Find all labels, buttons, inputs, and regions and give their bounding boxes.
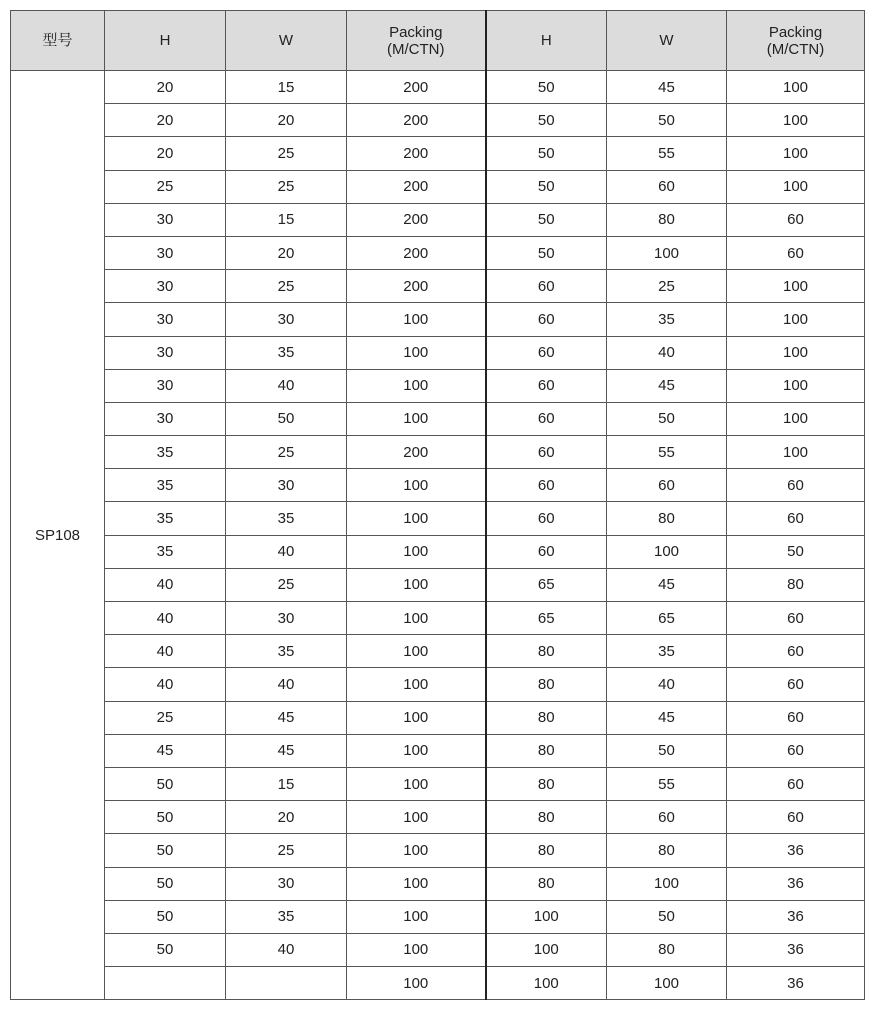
cell-packing-right: 60	[727, 602, 865, 635]
cell-w-left: 40	[226, 668, 347, 701]
cell-h-right: 100	[486, 900, 607, 933]
cell-h-left: 50	[105, 867, 226, 900]
cell-h-left: 20	[105, 71, 226, 104]
cell-packing-left: 100	[347, 635, 486, 668]
cell-h-left: 35	[105, 502, 226, 535]
cell-w-left: 25	[226, 270, 347, 303]
cell-h-left: 50	[105, 767, 226, 800]
header-row	[11, 11, 865, 71]
cell-packing-left: 100	[347, 668, 486, 701]
cell-w-left: 30	[226, 469, 347, 502]
cell-w-left: 25	[226, 834, 347, 867]
cell-h-left: 25	[105, 170, 226, 203]
cell-w-left	[226, 967, 347, 1000]
cell-packing-left: 100	[347, 469, 486, 502]
cell-h-right: 65	[486, 602, 607, 635]
table-row	[11, 967, 865, 1000]
table-row	[11, 270, 865, 303]
cell-h-left: 50	[105, 900, 226, 933]
cell-packing-left: 200	[347, 270, 486, 303]
cell-packing-left: 100	[347, 535, 486, 568]
header-h-right: H	[486, 11, 607, 71]
cell-h-left: 30	[105, 402, 226, 435]
cell-w-right: 80	[607, 203, 727, 236]
cell-packing-left: 100	[347, 303, 486, 336]
cell-h-right: 80	[486, 767, 607, 800]
cell-w-left: 20	[226, 104, 347, 137]
cell-w-right: 40	[607, 336, 727, 369]
cell-h-left: 50	[105, 933, 226, 966]
cell-packing-left: 100	[347, 967, 486, 1000]
cell-w-right: 25	[607, 270, 727, 303]
cell-w-left: 35	[226, 635, 347, 668]
cell-packing-right: 36	[727, 933, 865, 966]
cell-h-right: 80	[486, 668, 607, 701]
cell-packing-left: 100	[347, 801, 486, 834]
cell-packing-left: 100	[347, 402, 486, 435]
header-packing-left	[347, 11, 486, 71]
cell-w-left: 35	[226, 502, 347, 535]
model-cell: SP108	[11, 71, 105, 1000]
table-row	[11, 801, 865, 834]
cell-h-right: 50	[486, 104, 607, 137]
header-packing-left-line1: Packing	[389, 23, 443, 41]
cell-packing-left: 100	[347, 336, 486, 369]
cell-packing-right: 60	[727, 502, 865, 535]
cell-h-left: 30	[105, 303, 226, 336]
cell-w-left: 25	[226, 170, 347, 203]
cell-w-left: 15	[226, 767, 347, 800]
cell-packing-right: 60	[727, 469, 865, 502]
table-row	[11, 203, 865, 236]
cell-packing-right: 60	[727, 635, 865, 668]
cell-w-right: 50	[607, 900, 727, 933]
cell-h-right: 50	[486, 170, 607, 203]
cell-packing-right: 60	[727, 734, 865, 767]
table-row	[11, 635, 865, 668]
spec-table	[10, 10, 865, 1000]
cell-w-right: 35	[607, 303, 727, 336]
header-packing-right-line1: Packing	[768, 23, 823, 41]
cell-packing-right: 60	[727, 668, 865, 701]
cell-w-right: 80	[607, 834, 727, 867]
cell-packing-right: 100	[727, 369, 865, 402]
cell-w-right: 60	[607, 469, 727, 502]
cell-w-left: 40	[226, 535, 347, 568]
table-row	[11, 71, 865, 104]
cell-h-right: 60	[486, 270, 607, 303]
cell-packing-right: 100	[727, 336, 865, 369]
cell-w-right: 55	[607, 767, 727, 800]
cell-packing-left: 100	[347, 900, 486, 933]
table-row	[11, 170, 865, 203]
table-row	[11, 369, 865, 402]
cell-w-right: 40	[607, 668, 727, 701]
cell-w-right: 55	[607, 137, 727, 170]
cell-w-right: 45	[607, 71, 727, 104]
cell-packing-right: 100	[727, 303, 865, 336]
cell-h-right: 80	[486, 635, 607, 668]
cell-w-left: 50	[226, 402, 347, 435]
cell-packing-right: 100	[727, 436, 865, 469]
cell-packing-right: 60	[727, 801, 865, 834]
cell-packing-right: 100	[727, 170, 865, 203]
cell-w-right: 100	[607, 535, 727, 568]
cell-w-left: 15	[226, 71, 347, 104]
cell-w-right: 60	[607, 170, 727, 203]
header-w-right: W	[607, 11, 727, 71]
cell-packing-right: 36	[727, 900, 865, 933]
cell-packing-right: 36	[727, 867, 865, 900]
header-packing-left-line2: (M/CTN)	[387, 40, 445, 58]
cell-h-right: 80	[486, 834, 607, 867]
cell-packing-left: 200	[347, 436, 486, 469]
cell-w-left: 15	[226, 203, 347, 236]
cell-packing-left: 100	[347, 933, 486, 966]
table-row	[11, 900, 865, 933]
table-row	[11, 236, 865, 269]
cell-w-left: 40	[226, 369, 347, 402]
table-row	[11, 602, 865, 635]
cell-w-left: 25	[226, 568, 347, 601]
cell-h-right: 60	[486, 436, 607, 469]
cell-h-right: 60	[486, 303, 607, 336]
cell-w-right: 50	[607, 104, 727, 137]
cell-packing-left: 100	[347, 701, 486, 734]
table-row	[11, 336, 865, 369]
header-packing-right	[727, 11, 865, 71]
cell-h-left: 50	[105, 801, 226, 834]
cell-h-right: 80	[486, 701, 607, 734]
cell-h-right: 80	[486, 734, 607, 767]
table-row	[11, 767, 865, 800]
table-row	[11, 734, 865, 767]
cell-w-left: 25	[226, 137, 347, 170]
cell-w-left: 40	[226, 933, 347, 966]
table-row	[11, 303, 865, 336]
table-row	[11, 469, 865, 502]
cell-packing-left: 200	[347, 104, 486, 137]
cell-packing-right: 100	[727, 402, 865, 435]
cell-h-left: 30	[105, 336, 226, 369]
cell-h-left: 35	[105, 535, 226, 568]
cell-packing-left: 200	[347, 170, 486, 203]
cell-w-right: 65	[607, 602, 727, 635]
cell-packing-left: 100	[347, 502, 486, 535]
cell-h-left: 40	[105, 602, 226, 635]
table-row	[11, 402, 865, 435]
cell-h-right: 60	[486, 502, 607, 535]
cell-packing-left: 100	[347, 734, 486, 767]
cell-packing-right: 36	[727, 967, 865, 1000]
header-h-left: H	[105, 11, 226, 71]
cell-h-left: 30	[105, 270, 226, 303]
cell-packing-right: 100	[727, 137, 865, 170]
cell-packing-right: 50	[727, 535, 865, 568]
cell-packing-left: 200	[347, 71, 486, 104]
cell-w-right: 100	[607, 967, 727, 1000]
cell-packing-left: 200	[347, 203, 486, 236]
cell-h-left: 30	[105, 236, 226, 269]
table-row	[11, 436, 865, 469]
cell-h-right: 60	[486, 469, 607, 502]
cell-h-right: 60	[486, 369, 607, 402]
cell-h-right: 80	[486, 867, 607, 900]
table-row	[11, 104, 865, 137]
cell-packing-right: 60	[727, 767, 865, 800]
header-w-left: W	[226, 11, 347, 71]
cell-w-right: 50	[607, 402, 727, 435]
cell-w-right: 80	[607, 933, 727, 966]
table-row	[11, 701, 865, 734]
cell-packing-left: 200	[347, 137, 486, 170]
cell-h-left: 30	[105, 203, 226, 236]
cell-h-right: 50	[486, 203, 607, 236]
header-model: 型号	[11, 11, 105, 71]
cell-h-left: 40	[105, 668, 226, 701]
cell-w-right: 50	[607, 734, 727, 767]
cell-h-right: 100	[486, 933, 607, 966]
cell-w-left: 20	[226, 801, 347, 834]
cell-packing-right: 100	[727, 71, 865, 104]
cell-h-left: 20	[105, 104, 226, 137]
cell-h-right: 50	[486, 137, 607, 170]
cell-packing-right: 60	[727, 701, 865, 734]
cell-h-left: 40	[105, 568, 226, 601]
cell-w-right: 45	[607, 369, 727, 402]
cell-w-left: 30	[226, 867, 347, 900]
cell-w-left: 45	[226, 701, 347, 734]
cell-packing-right: 80	[727, 568, 865, 601]
cell-h-right: 50	[486, 71, 607, 104]
cell-h-left: 35	[105, 436, 226, 469]
cell-packing-right: 100	[727, 270, 865, 303]
cell-h-right: 60	[486, 402, 607, 435]
cell-h-right: 65	[486, 568, 607, 601]
table-row	[11, 137, 865, 170]
cell-h-left	[105, 967, 226, 1000]
cell-h-right: 80	[486, 801, 607, 834]
cell-packing-left: 100	[347, 767, 486, 800]
table-row	[11, 502, 865, 535]
cell-packing-right: 60	[727, 236, 865, 269]
header-packing-right-line2: (M/CTN)	[766, 40, 825, 58]
table-row	[11, 867, 865, 900]
cell-h-left: 35	[105, 469, 226, 502]
cell-h-left: 50	[105, 834, 226, 867]
cell-h-left: 25	[105, 701, 226, 734]
cell-h-right: 50	[486, 236, 607, 269]
table-row	[11, 568, 865, 601]
cell-w-right: 55	[607, 436, 727, 469]
cell-packing-right: 36	[727, 834, 865, 867]
table-row	[11, 834, 865, 867]
cell-packing-left: 100	[347, 834, 486, 867]
cell-w-left: 25	[226, 436, 347, 469]
cell-h-left: 30	[105, 369, 226, 402]
cell-w-left: 35	[226, 900, 347, 933]
cell-w-right: 60	[607, 801, 727, 834]
cell-h-left: 20	[105, 137, 226, 170]
cell-packing-left: 200	[347, 236, 486, 269]
cell-w-left: 35	[226, 336, 347, 369]
cell-w-right: 80	[607, 502, 727, 535]
cell-packing-left: 100	[347, 602, 486, 635]
cell-w-left: 45	[226, 734, 347, 767]
cell-h-left: 40	[105, 635, 226, 668]
cell-w-right: 35	[607, 635, 727, 668]
table-row	[11, 933, 865, 966]
table-row	[11, 535, 865, 568]
cell-packing-right: 60	[727, 203, 865, 236]
cell-w-left: 30	[226, 602, 347, 635]
cell-h-right: 60	[486, 535, 607, 568]
table-row	[11, 668, 865, 701]
cell-h-right: 60	[486, 336, 607, 369]
cell-packing-left: 100	[347, 867, 486, 900]
cell-packing-right: 100	[727, 104, 865, 137]
cell-w-right: 45	[607, 701, 727, 734]
cell-w-right: 100	[607, 236, 727, 269]
cell-h-left: 45	[105, 734, 226, 767]
cell-packing-left: 100	[347, 568, 486, 601]
cell-h-right: 100	[486, 967, 607, 1000]
table-body	[11, 71, 865, 1000]
cell-w-left: 30	[226, 303, 347, 336]
cell-packing-left: 100	[347, 369, 486, 402]
cell-w-left: 20	[226, 236, 347, 269]
cell-w-right: 100	[607, 867, 727, 900]
cell-w-right: 45	[607, 568, 727, 601]
